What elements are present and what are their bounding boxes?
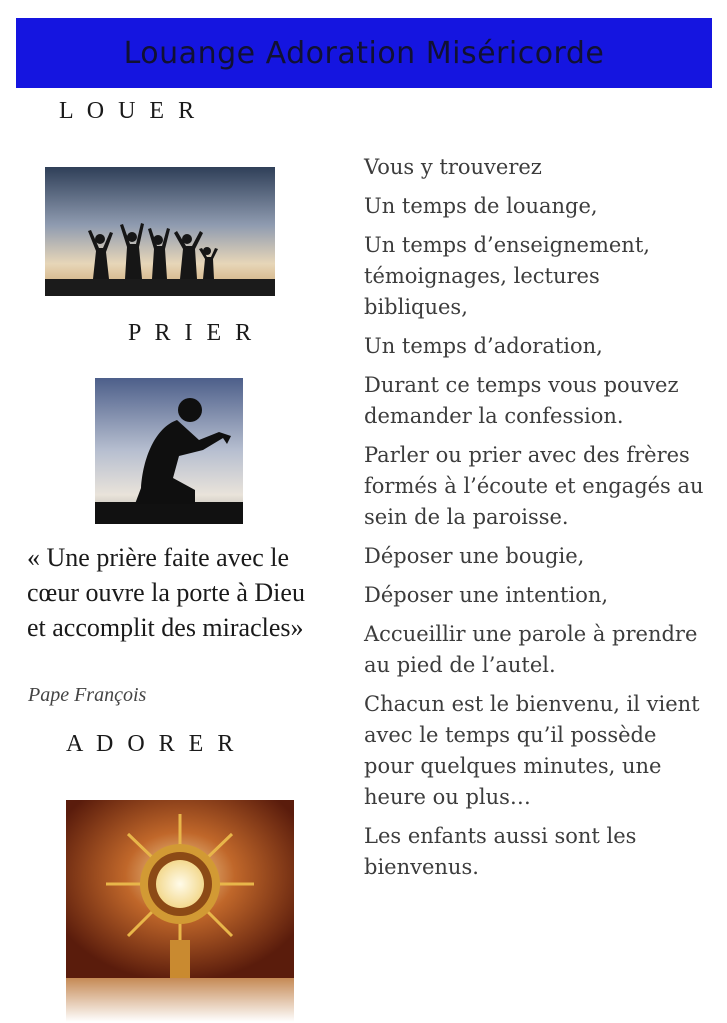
section-louer: L O U E R <box>59 98 199 124</box>
section-adorer: A D O R E R <box>66 731 238 757</box>
section-prier: P R I E R <box>128 320 256 346</box>
paragraph: Vous y trouverez <box>364 155 542 179</box>
paragraph: Déposer une bougie, <box>364 544 585 568</box>
quote-author: Pape François <box>28 684 147 706</box>
prier-photo <box>95 378 243 524</box>
paragraph: Parler ou prier avec des frères formés à l’écoute et engagés au sein de la paroisse. <box>364 443 704 529</box>
paragraph: Un temps de louange, <box>364 194 598 218</box>
paragraph: Durant ce temps vous pouvez demander la confession. <box>364 373 679 428</box>
paragraph: Un temps d’enseignement, témoignages, lectures bibliques, <box>364 233 650 319</box>
paragraph: Un temps d’adoration, <box>364 334 603 358</box>
header-bar <box>16 18 712 88</box>
adorer-photo <box>66 800 294 1022</box>
paragraph: Accueillir une parole à prendre au pied de l’autel. <box>364 622 698 677</box>
paragraph: Chacun est le bienvenu, il vient avec le temps qu’il possède pour quelques minutes, une heure ou plus… <box>364 692 700 809</box>
paragraph: Déposer une intention, <box>364 583 609 607</box>
page-title: Louange Adoration Miséricorde <box>123 35 605 71</box>
info-text-column <box>364 152 709 891</box>
paragraph: Les enfants aussi sont les bienvenus. <box>364 824 637 879</box>
louer-photo <box>45 167 275 296</box>
prayer-quote: « Une prière faite avec le cœur ouvre la porte à Dieu et accomplit des miracles» <box>27 543 305 642</box>
